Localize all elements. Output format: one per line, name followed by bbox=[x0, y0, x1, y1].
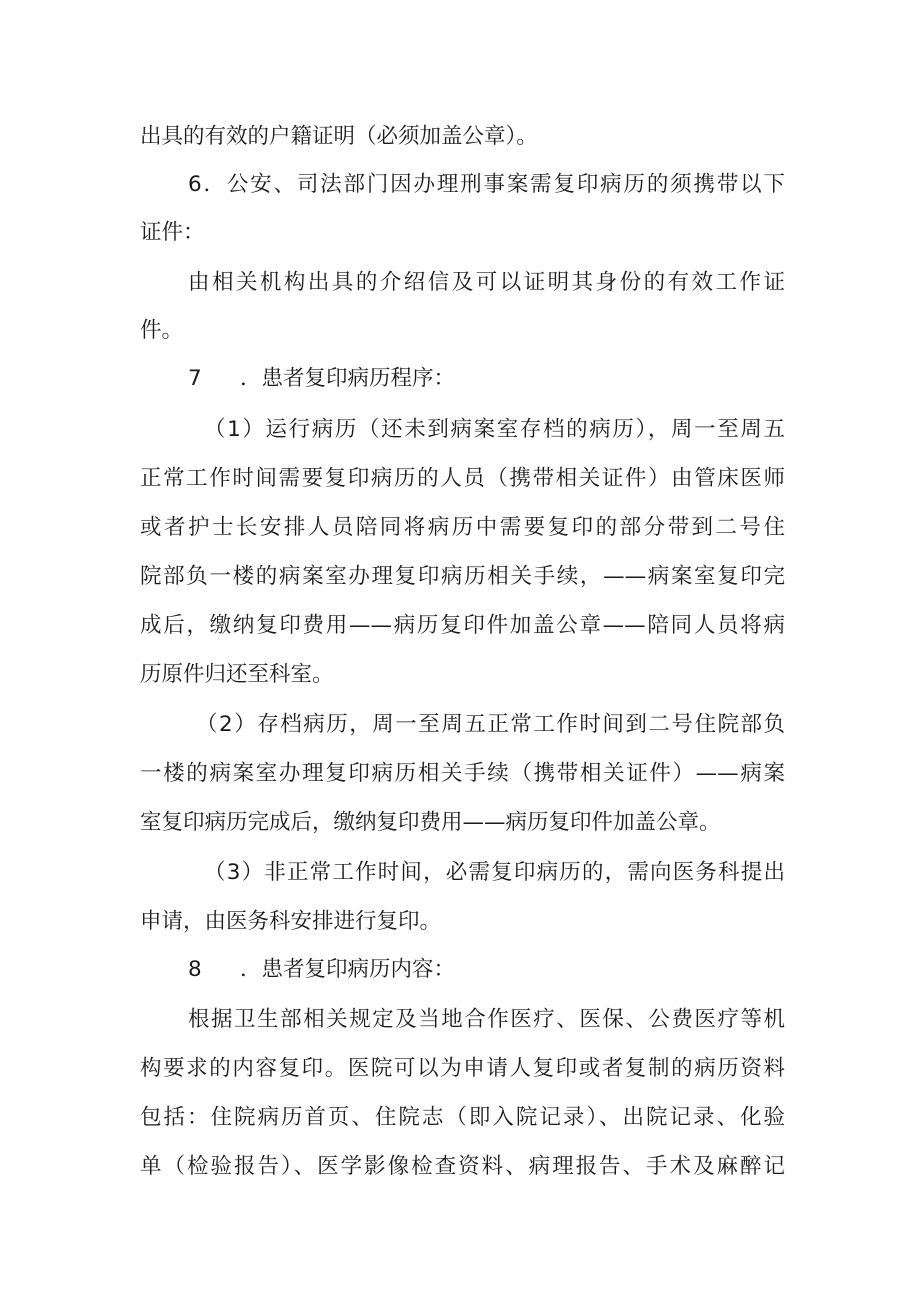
paragraph-line: 室复印病历完成后，缴纳复印费用——病历复印件加盖公章。 bbox=[140, 810, 721, 835]
paragraph-line: （1）运行病历（还未到病案室存档的病历），周一至周五 bbox=[204, 417, 785, 442]
paragraph-line: 包括：住院病历首页、住院志（即入院记录）、出院记录、化验 bbox=[140, 1105, 785, 1130]
paragraph-line: 申请，由医务科安排进行复印。 bbox=[140, 909, 442, 934]
paragraph-line: 6．公安、司法部门因办理刑事案需复印病历的须携带以下 bbox=[188, 172, 785, 197]
paragraph-line: 一楼的病案室办理复印病历相关手续（携带相关证件）——病案 bbox=[140, 761, 785, 786]
paragraph-line: 历原件归还至科室。 bbox=[140, 662, 334, 687]
paragraph-line: 成后，缴纳复印费用——病历复印件加盖公章——陪同人员将病 bbox=[140, 613, 785, 638]
paragraph-line: 院部负一楼的病案室办理复印病历相关手续，——病案室复印完 bbox=[140, 564, 785, 589]
paragraph-line: 出具的有效的户籍证明（必须加盖公章）。 bbox=[140, 124, 538, 149]
section-heading: ．患者复印病历内容： bbox=[240, 957, 456, 982]
section-number: 7 bbox=[188, 366, 202, 391]
paragraph-line: 正常工作时间需要复印病历的人员（携带相关证件）由管床医师 bbox=[140, 466, 785, 491]
section-number: 8 bbox=[188, 957, 202, 982]
paragraph-line: 证件： bbox=[140, 220, 205, 245]
paragraph-line: 单（检验报告）、医学影像检查资料、病理报告、手术及麻醉记 bbox=[140, 1154, 785, 1179]
paragraph-line: （3）非正常工作时间，必需复印病历的，需向医务科提出 bbox=[204, 860, 785, 885]
paragraph-line: 由相关机构出具的介绍信及可以证明其身份的有效工作证 bbox=[188, 270, 785, 295]
paragraph-line: 根据卫生部相关规定及当地合作医疗、医保、公费医疗等机 bbox=[188, 1007, 785, 1032]
paragraph-line: 件。 bbox=[140, 318, 184, 343]
paragraph-line: 构要求的内容复印。医院可以为申请人复印或者复制的病历资料 bbox=[140, 1056, 785, 1081]
paragraph-line: 或者护士长安排人员陪同将病历中需要复印的部分带到二号住 bbox=[140, 515, 785, 540]
section-heading: ．患者复印病历程序： bbox=[240, 366, 456, 391]
paragraph-line: （2）存档病历，周一至周五正常工作时间到二号住院部负 bbox=[196, 712, 785, 737]
